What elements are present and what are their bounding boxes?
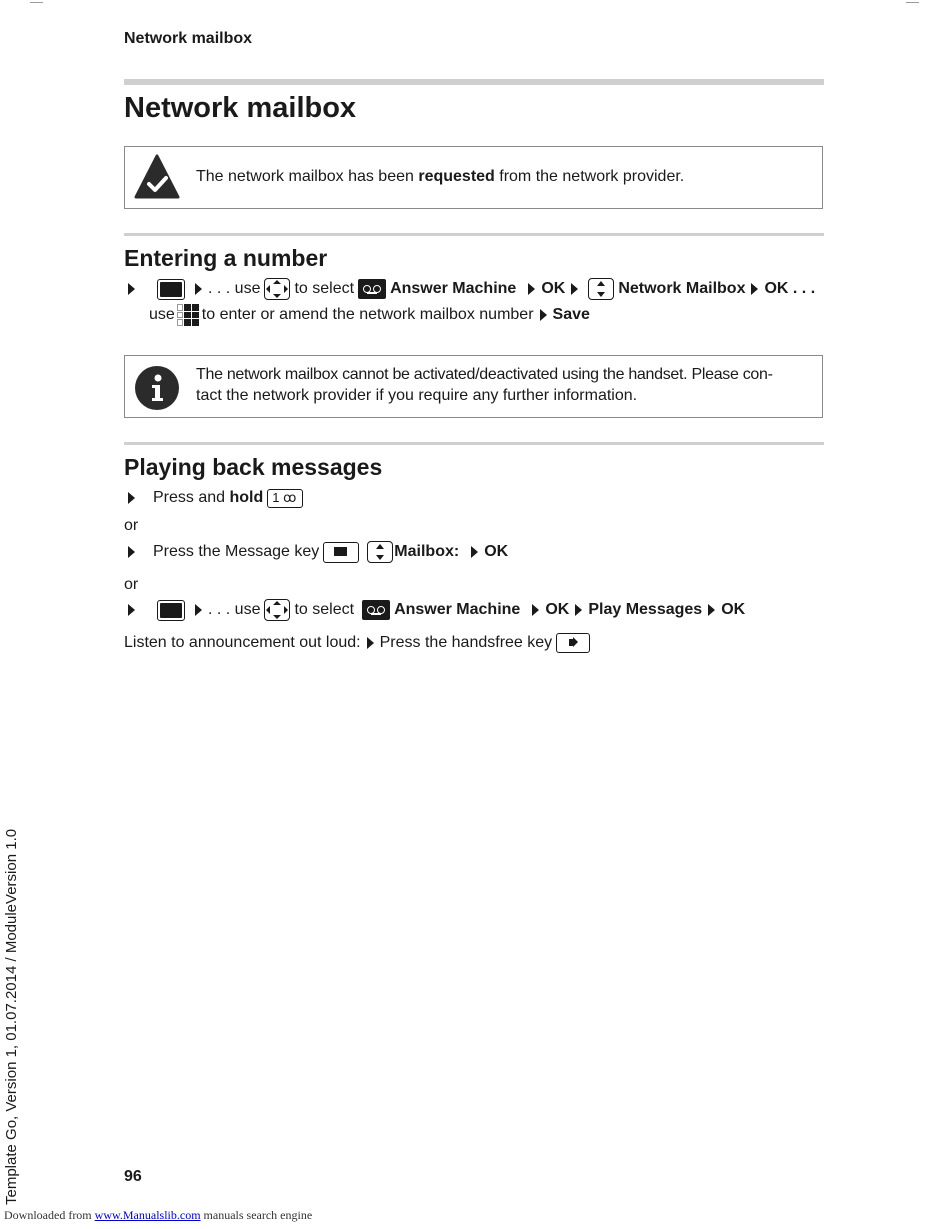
use-text: . . . use — [208, 601, 261, 618]
handsfree-key-icon — [556, 633, 590, 653]
step-arrow-icon — [708, 604, 715, 616]
mailbox-label: Mailbox: — [394, 543, 460, 560]
manualslib-link[interactable]: www.Manualslib.com — [94, 1208, 201, 1222]
ok-label: OK — [541, 280, 566, 297]
or-separator-1: or — [124, 517, 139, 534]
info-note-line2: tact the network provider if you require any further information. — [196, 387, 638, 404]
note-text-after: from the network provider. — [494, 168, 685, 185]
ok-label: OK — [484, 543, 509, 560]
step-arrow-icon — [571, 283, 578, 295]
info-note — [124, 355, 823, 418]
step-arrow-icon — [540, 309, 547, 321]
bullet-arrow-icon — [128, 604, 135, 616]
running-header: Network mailbox — [124, 30, 253, 47]
step-arrow-icon — [195, 604, 202, 616]
template-version-text: Template Go, Version 1, 01.07.2014 / ModuleVersion 1.0 — [3, 828, 20, 1205]
menu-key-icon — [157, 279, 185, 300]
step-arrow-icon — [532, 604, 539, 616]
ok-label: OK — [721, 601, 746, 618]
crop-mark-left — [30, 2, 43, 3]
or-separator-2: or — [124, 576, 139, 593]
info-note-line1: The network mailbox cannot be activated/deactivated using the handset. Please con- — [196, 366, 773, 383]
note-text-before: The network mailbox has been — [196, 168, 419, 185]
ok-label: OK — [545, 601, 570, 618]
listen-text: Listen to announcement out loud: — [124, 634, 361, 651]
title-rule — [124, 79, 824, 85]
use-word: use — [149, 306, 175, 323]
instruction-entering-line2 — [149, 304, 590, 326]
to-select-text: to select — [294, 280, 355, 297]
section-rule-entering — [124, 233, 824, 236]
network-mailbox-label: Network Mailbox — [618, 280, 746, 297]
step-arrow-icon — [195, 283, 202, 295]
instruction-press-hold — [124, 487, 307, 509]
step-arrow-icon — [575, 604, 582, 616]
answer-machine-label: Answer Machine — [394, 601, 521, 618]
up-down-key-icon — [367, 541, 393, 563]
enter-number-text: to enter or amend the network mailbox number — [201, 306, 534, 323]
step-arrow-icon — [528, 283, 535, 295]
requested-note — [124, 146, 823, 209]
answer-machine-icon — [362, 600, 390, 620]
instruction-play-messages — [124, 599, 745, 621]
instruction-handsfree — [124, 632, 594, 654]
play-messages-label: Play Messages — [588, 601, 703, 618]
bullet-arrow-icon — [128, 492, 135, 504]
save-label: Save — [552, 306, 590, 323]
key-1-mailbox-icon: 1 ꝏ — [267, 489, 303, 508]
answer-machine-label: Answer Machine — [390, 280, 517, 297]
bullet-arrow-icon — [128, 546, 135, 558]
instruction-entering-line1 — [124, 278, 815, 300]
up-down-key-icon — [588, 278, 614, 300]
step-arrow-icon — [471, 546, 478, 558]
step-arrow-icon — [367, 637, 374, 649]
keypad-icon — [177, 304, 199, 326]
step-arrow-icon — [751, 283, 758, 295]
hold-label: hold — [229, 489, 264, 506]
ok-continue-label: OK . . . — [764, 280, 816, 297]
footer-suffix: manuals search engine — [200, 1208, 313, 1222]
page-number: 96 — [124, 1168, 142, 1185]
download-footer — [4, 1208, 312, 1223]
info-circle-icon — [133, 364, 181, 412]
press-and-text: Press and — [153, 489, 226, 506]
page-title: Network mailbox — [124, 92, 357, 124]
message-key-icon — [323, 542, 359, 563]
check-triangle-icon — [133, 153, 181, 201]
heading-entering-number: Entering a number — [124, 245, 328, 271]
requested-note-text — [196, 166, 814, 187]
crop-mark-right — [906, 2, 919, 3]
note-text-bold: requested — [418, 168, 495, 185]
section-rule-playing — [124, 442, 824, 445]
press-handsfree-text: Press the handsfree key — [379, 634, 553, 651]
control-key-icon — [264, 599, 290, 621]
footer-prefix: Downloaded from — [4, 1208, 95, 1222]
heading-playing-messages: Playing back messages — [124, 454, 383, 480]
menu-key-icon — [157, 600, 185, 621]
use-text: . . . use — [208, 280, 261, 297]
control-key-icon — [264, 278, 290, 300]
bullet-arrow-icon — [128, 283, 135, 295]
instruction-message-key — [124, 541, 508, 563]
to-select-text: to select — [294, 601, 355, 618]
press-message-key-text: Press the Message key — [153, 543, 320, 560]
answer-machine-icon — [358, 279, 386, 299]
info-note-text — [196, 364, 814, 406]
